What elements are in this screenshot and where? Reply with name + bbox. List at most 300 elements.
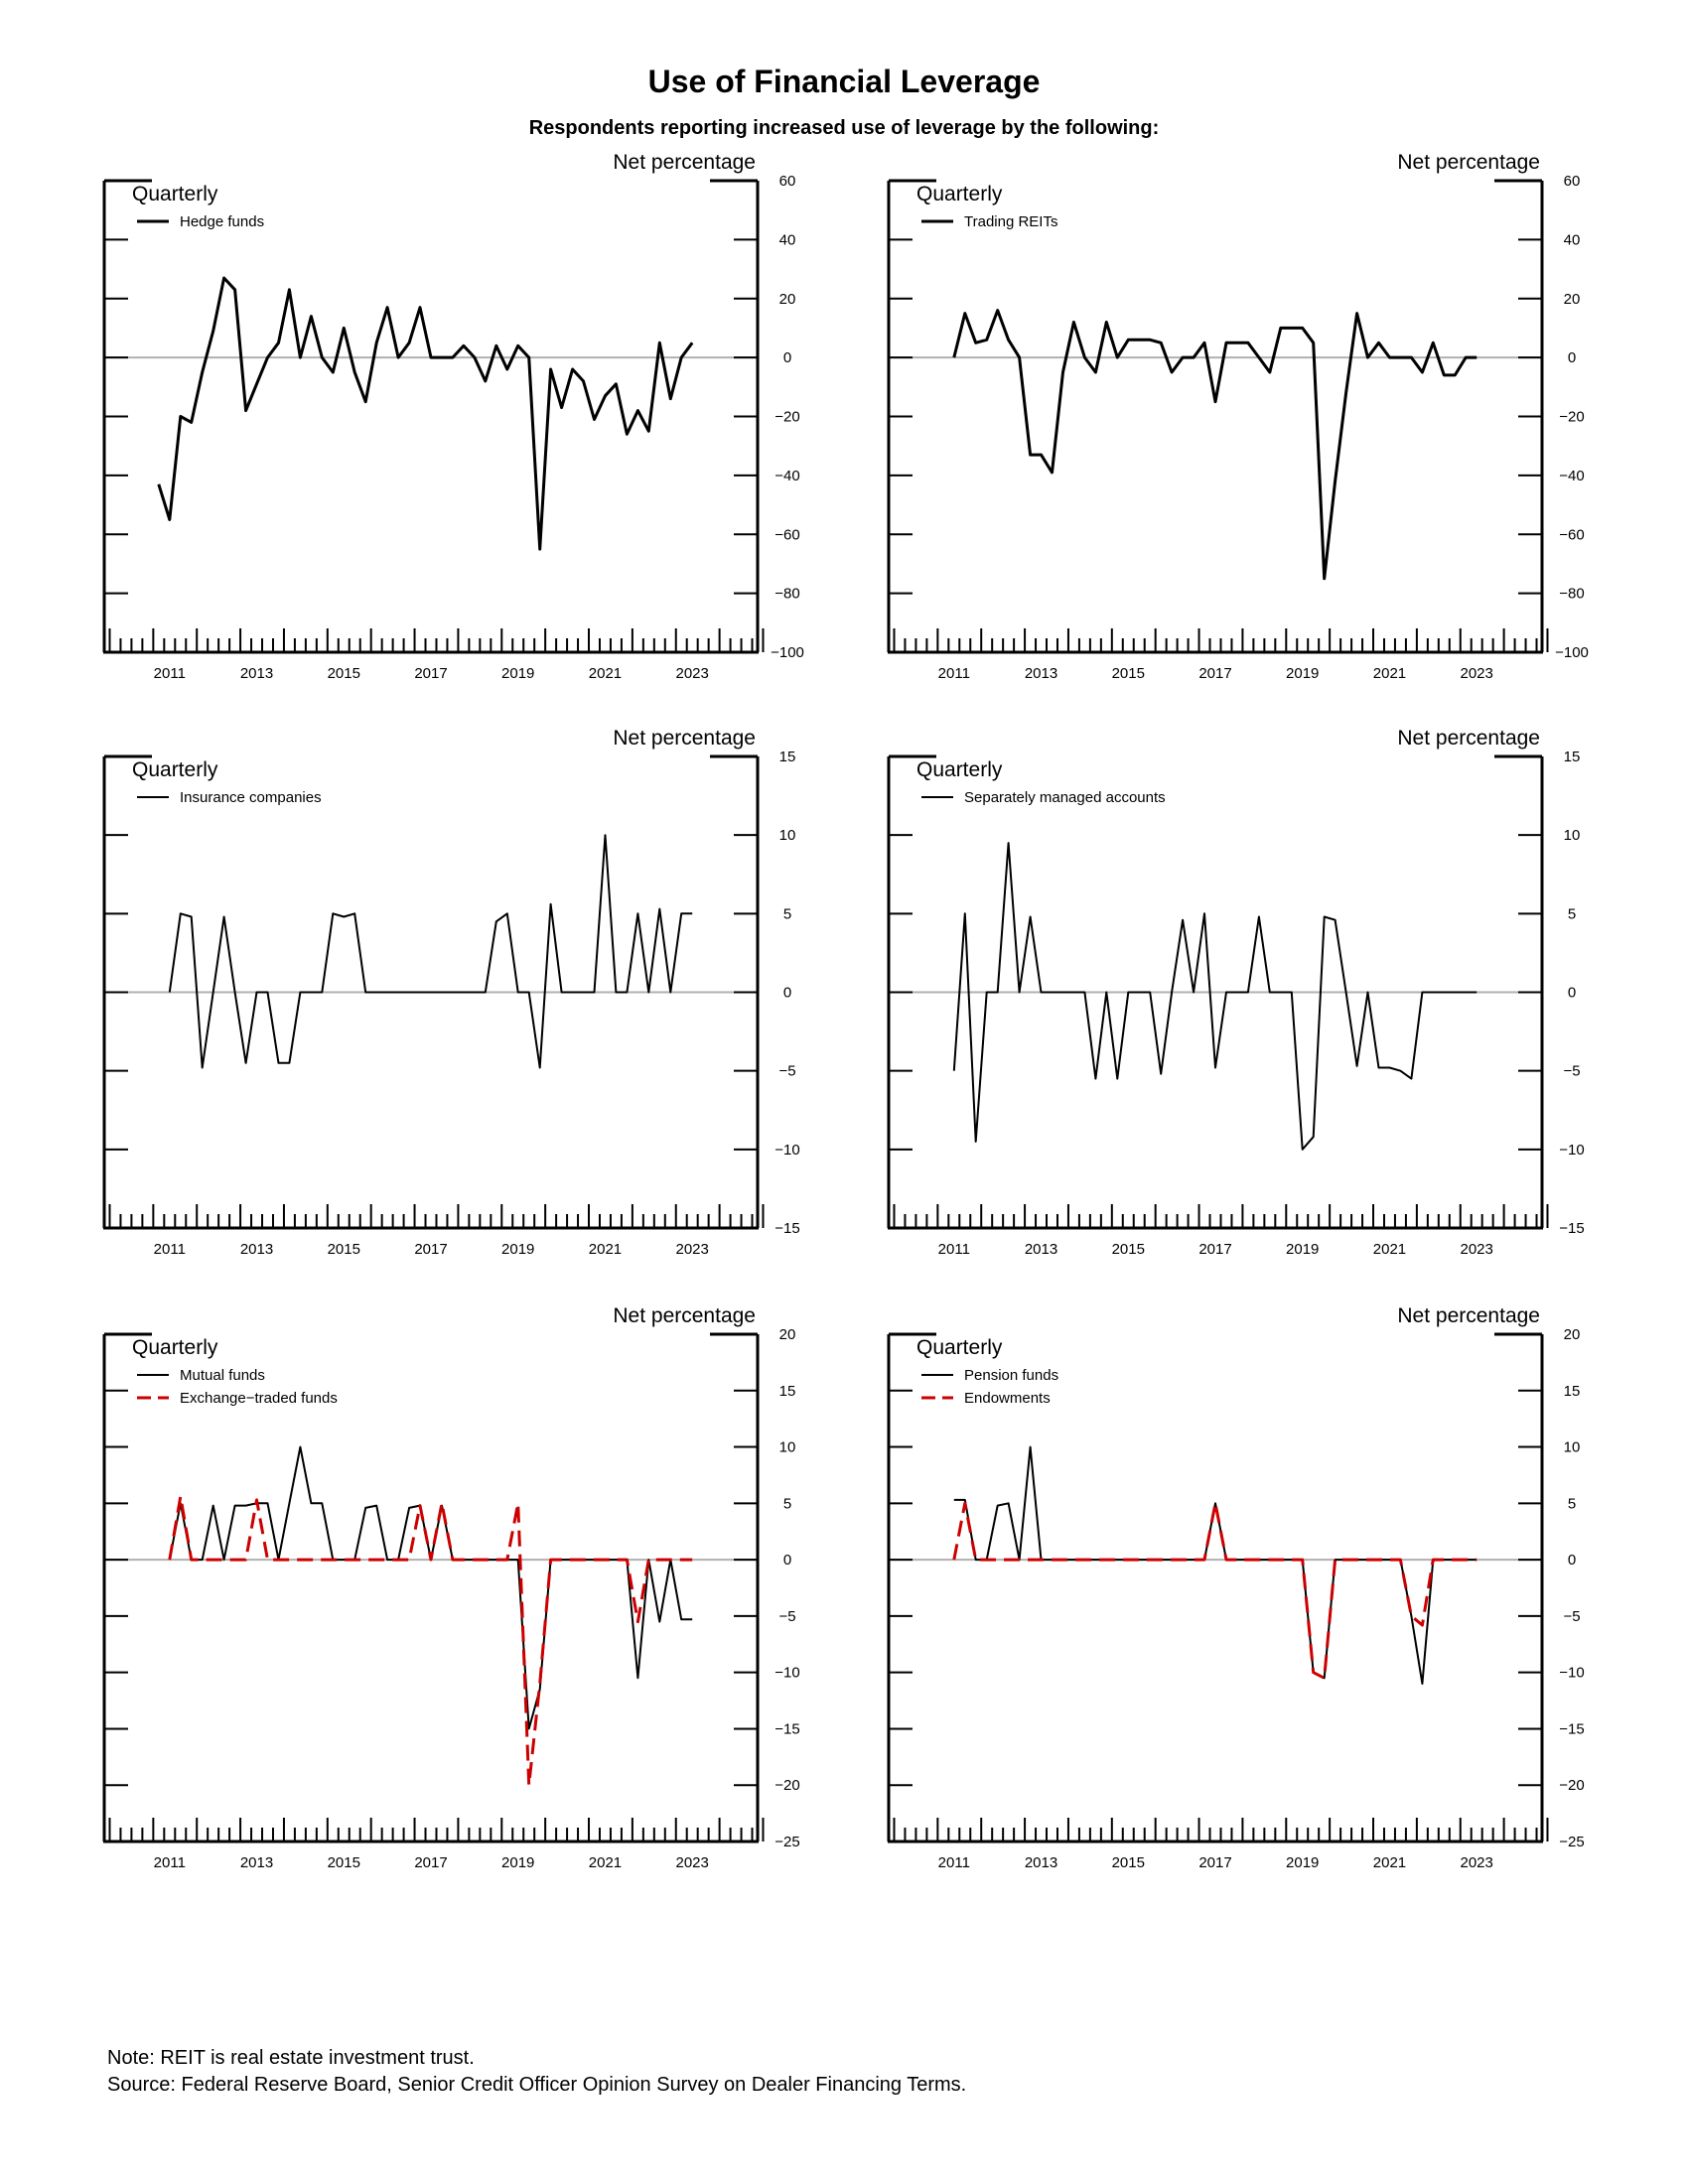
y-tick-label: 5 [782, 905, 792, 923]
data-point [550, 1559, 552, 1561]
y-tick-label: −10 [1559, 1664, 1585, 1682]
data-point [964, 313, 966, 315]
data-point [277, 1062, 279, 1064]
data-point [223, 277, 225, 279]
data-point [223, 1559, 225, 1561]
data-point [234, 1505, 236, 1507]
data-point [1432, 992, 1434, 994]
data-point [430, 356, 432, 358]
data-point [997, 310, 999, 312]
x-tick-label: 2015 [327, 665, 360, 682]
data-point [234, 289, 236, 291]
data-point [419, 992, 421, 994]
x-tick-label: 2015 [327, 1241, 360, 1258]
data-point [299, 1446, 301, 1448]
data-point [1138, 992, 1140, 994]
data-point [1399, 1070, 1401, 1072]
data-point [1030, 454, 1032, 456]
data-point [1105, 322, 1107, 324]
data-point [953, 1070, 955, 1072]
data-point [332, 371, 334, 373]
x-tick-label: 2015 [1111, 1854, 1145, 1871]
data-point [1105, 1559, 1107, 1561]
data-point [288, 289, 290, 291]
y-tick-label: 5 [782, 1495, 792, 1513]
x-tick-label: 2013 [239, 1854, 274, 1871]
data-point [1302, 327, 1304, 329]
y-tick-label: −20 [774, 1777, 800, 1795]
series-line [170, 1497, 692, 1786]
data-point [288, 1502, 290, 1504]
data-point [1269, 992, 1271, 994]
data-point [1030, 1559, 1032, 1561]
data-point [1367, 356, 1369, 358]
data-point [680, 912, 682, 914]
data-point [1247, 992, 1249, 994]
data-point [594, 418, 596, 420]
data-point [267, 356, 269, 358]
series-line [159, 278, 692, 549]
data-point [1367, 1559, 1369, 1561]
data-point [1313, 1136, 1315, 1138]
x-tick-label: 2011 [153, 665, 186, 682]
data-point [386, 307, 388, 309]
data-point [1116, 1078, 1118, 1080]
x-tick-label: 2021 [588, 1241, 623, 1258]
data-point [310, 1502, 312, 1504]
data-point [169, 992, 171, 994]
data-point [267, 1502, 269, 1504]
data-point [691, 912, 693, 914]
data-point [256, 1499, 258, 1501]
data-point [1019, 992, 1021, 994]
data-point [1008, 1559, 1010, 1561]
data-point [1182, 356, 1184, 358]
data-point [419, 1505, 421, 1507]
data-point [1280, 327, 1282, 329]
data-point [408, 1559, 410, 1561]
x-tick-label: 2013 [239, 665, 274, 682]
y-axis-title: Net percentage [1397, 1304, 1540, 1327]
data-point [191, 1559, 193, 1561]
data-point [408, 992, 410, 994]
source-text: Source: Federal Reserve Board, Senior Credit Officer Opinion Survey on Dealer Financing Terms. [107, 2074, 967, 2096]
x-tick-label: 2013 [239, 1241, 274, 1258]
y-tick-label: 0 [782, 1552, 792, 1570]
data-point [604, 834, 606, 836]
data-point [1061, 371, 1063, 373]
data-point [964, 1499, 966, 1501]
data-point [1203, 1559, 1205, 1561]
data-point [169, 1559, 171, 1561]
data-point [463, 992, 465, 994]
data-point [495, 1559, 497, 1561]
y-axis-title: Net percentage [1397, 151, 1540, 174]
data-point [528, 1784, 530, 1786]
data-point [658, 341, 660, 343]
data-point [245, 410, 247, 412]
data-point [299, 356, 301, 358]
y-tick-label: 10 [1563, 1438, 1581, 1456]
data-point [1127, 1559, 1129, 1561]
data-point [256, 383, 258, 385]
chart-panel-4 [888, 727, 1585, 1258]
y-tick-label: −25 [774, 1834, 800, 1850]
data-point [485, 992, 487, 994]
data-point [1443, 1559, 1445, 1561]
data-point [669, 398, 671, 400]
x-tick-label: 2023 [675, 1241, 709, 1258]
y-tick-label: −5 [1563, 1062, 1581, 1080]
y-tick-label: 20 [778, 1326, 796, 1343]
data-point [615, 383, 617, 385]
data-point [245, 1505, 247, 1507]
data-point [1476, 356, 1477, 358]
y-tick-label: 40 [778, 231, 796, 249]
data-point [267, 992, 269, 994]
data-point [256, 992, 258, 994]
data-point [474, 1559, 476, 1561]
data-point [594, 1559, 596, 1561]
x-tick-label: 2019 [501, 1241, 535, 1258]
data-point [506, 368, 508, 370]
x-tick-label: 2019 [501, 1854, 535, 1871]
data-point [299, 992, 301, 994]
data-point [626, 1559, 628, 1561]
data-point [680, 356, 682, 358]
data-point [202, 1067, 204, 1069]
x-tick-label: 2017 [1198, 665, 1232, 682]
y-tick-label: −25 [1559, 1834, 1585, 1850]
legend-label: Insurance companies [180, 789, 322, 806]
x-tick-label: 2013 [1024, 1241, 1058, 1258]
x-tick-label: 2019 [1286, 1241, 1320, 1258]
data-point [583, 1559, 585, 1561]
data-point [975, 341, 977, 343]
frequency-label: Quarterly [916, 758, 1003, 781]
data-point [332, 912, 334, 914]
data-point [986, 1559, 988, 1561]
data-point [1203, 912, 1205, 914]
data-point [626, 992, 628, 994]
data-point [1302, 1559, 1304, 1561]
data-point [615, 992, 617, 994]
data-point [474, 992, 476, 994]
data-point [441, 356, 443, 358]
x-tick-label: 2021 [588, 665, 623, 682]
x-tick-label: 2021 [1372, 665, 1407, 682]
data-point [669, 992, 671, 994]
data-point [202, 1559, 204, 1561]
data-point [953, 1499, 955, 1501]
data-point [1041, 992, 1043, 994]
data-point [1019, 1559, 1021, 1561]
data-point [430, 1559, 432, 1561]
data-point [343, 916, 345, 918]
y-tick-label: 20 [778, 290, 796, 308]
y-tick-label: 5 [1567, 1495, 1577, 1513]
data-point [1182, 1559, 1184, 1561]
data-point [680, 1559, 682, 1561]
data-point [1030, 916, 1032, 918]
data-point [321, 1502, 323, 1504]
x-tick-label: 2011 [937, 1241, 970, 1258]
data-point [517, 1502, 519, 1504]
data-point [1335, 1559, 1336, 1561]
data-point [441, 1502, 443, 1504]
data-point [397, 356, 399, 358]
data-point [964, 1502, 966, 1504]
data-point [452, 992, 454, 994]
data-point [408, 1507, 410, 1509]
y-axis-title: Net percentage [613, 1304, 756, 1327]
data-point [1019, 356, 1021, 358]
data-point [1345, 1559, 1347, 1561]
data-point [463, 1559, 465, 1561]
data-point [1083, 356, 1085, 358]
data-point [658, 908, 660, 910]
data-point [1313, 1672, 1315, 1674]
data-point [1247, 1559, 1249, 1561]
x-tick-label: 2017 [414, 1854, 448, 1871]
data-point [299, 1559, 301, 1561]
data-point [636, 1621, 638, 1623]
data-point [191, 916, 193, 918]
y-tick-label: 10 [778, 1438, 796, 1456]
chart-panel-2 [888, 151, 1589, 682]
data-point [495, 920, 497, 922]
y-tick-label: 15 [1563, 749, 1581, 765]
frequency-label: Quarterly [132, 1336, 218, 1359]
data-point [1083, 992, 1085, 994]
data-point [158, 483, 160, 485]
data-point [636, 1677, 638, 1679]
x-tick-label: 2023 [1460, 1241, 1493, 1258]
data-point [1432, 1559, 1434, 1561]
data-point [397, 1559, 399, 1561]
data-point [647, 1559, 649, 1561]
data-point [986, 339, 988, 341]
data-point [1378, 1559, 1380, 1561]
data-point [1072, 1559, 1074, 1561]
data-point [1041, 1559, 1043, 1561]
data-point [1030, 1446, 1032, 1448]
page-subtitle: Respondents reporting increased use of leverage by the following: [528, 117, 1160, 139]
data-point [1324, 916, 1326, 918]
data-point [997, 992, 999, 994]
data-point [212, 992, 214, 994]
data-point [495, 344, 497, 346]
legend-label: Exchange−traded funds [180, 1390, 338, 1407]
x-tick-label: 2023 [1460, 665, 1493, 682]
y-tick-label: −20 [1559, 408, 1585, 426]
x-tick-label: 2011 [937, 1854, 970, 1871]
y-tick-label: 0 [1567, 349, 1577, 367]
data-point [1324, 1677, 1326, 1679]
data-point [1388, 356, 1390, 358]
data-point [528, 356, 530, 358]
y-tick-label: 5 [1567, 905, 1577, 923]
x-tick-label: 2017 [414, 1241, 448, 1258]
data-point [1269, 371, 1271, 373]
x-tick-label: 2023 [675, 1854, 709, 1871]
data-point [223, 916, 225, 918]
data-point [1083, 1559, 1085, 1561]
y-tick-label: 0 [782, 349, 792, 367]
data-point [964, 912, 966, 914]
y-tick-label: −40 [1559, 467, 1585, 484]
data-point [561, 992, 563, 994]
data-point [1052, 992, 1054, 994]
data-point [604, 1559, 606, 1561]
data-point [1399, 356, 1401, 358]
y-tick-label: 60 [1563, 173, 1581, 190]
data-point [1160, 1073, 1162, 1075]
y-tick-label: 0 [1567, 984, 1577, 1002]
data-point [1280, 992, 1282, 994]
y-tick-label: −5 [778, 1607, 796, 1625]
data-point [1335, 480, 1336, 482]
y-axis-title: Net percentage [613, 727, 756, 750]
series-line [954, 1447, 1477, 1684]
data-point [212, 330, 214, 332]
data-point [452, 1559, 454, 1561]
data-point [1410, 1078, 1412, 1080]
frequency-label: Quarterly [132, 183, 218, 205]
data-point [517, 344, 519, 346]
y-tick-label: 0 [782, 984, 792, 1002]
page-title: Use of Financial Leverage [647, 64, 1041, 99]
data-point [1388, 1067, 1390, 1069]
data-point [626, 433, 628, 435]
data-point [1399, 1559, 1401, 1561]
data-point [1160, 341, 1162, 343]
data-point [1280, 1559, 1282, 1561]
data-point [321, 1559, 323, 1561]
data-point [1421, 1683, 1423, 1685]
data-point [1454, 992, 1456, 994]
data-point [1476, 992, 1477, 994]
data-point [441, 992, 443, 994]
data-point [419, 307, 421, 309]
data-point [180, 416, 182, 418]
data-point [485, 1559, 487, 1561]
data-point [1171, 371, 1173, 373]
x-tick-label: 2021 [1372, 1241, 1407, 1258]
y-axis-title: Net percentage [1397, 727, 1540, 750]
data-point [975, 1141, 977, 1143]
data-point [1324, 578, 1326, 580]
data-point [539, 1689, 541, 1691]
legend-label: Trading REITs [964, 213, 1058, 230]
x-tick-label: 2023 [675, 665, 709, 682]
data-point [1127, 339, 1129, 341]
data-point [1171, 1559, 1173, 1561]
x-tick-label: 2013 [1024, 1854, 1058, 1871]
data-point [1356, 1065, 1358, 1067]
x-tick-label: 2015 [1111, 1241, 1145, 1258]
y-tick-label: −40 [774, 467, 800, 484]
data-point [1138, 1559, 1140, 1561]
data-point [1094, 1078, 1096, 1080]
data-point [1302, 1149, 1304, 1151]
data-point [1214, 401, 1216, 403]
data-point [1149, 339, 1151, 341]
data-point [1465, 992, 1467, 994]
x-tick-label: 2017 [1198, 1854, 1232, 1871]
data-point [691, 341, 693, 343]
data-point [1258, 356, 1260, 358]
y-tick-label: −60 [1559, 526, 1585, 544]
data-point [343, 327, 345, 329]
data-point [1465, 356, 1467, 358]
data-point [1388, 1559, 1390, 1561]
data-point [1291, 327, 1293, 329]
data-point [386, 992, 388, 994]
data-point [539, 548, 541, 550]
data-point [1476, 1559, 1477, 1561]
data-point [1171, 992, 1173, 994]
data-point [1345, 992, 1347, 994]
data-point [1225, 341, 1227, 343]
legend-label: Hedge funds [180, 213, 265, 230]
data-point [212, 1505, 214, 1507]
data-point [517, 992, 519, 994]
data-point [1008, 339, 1010, 341]
data-point [353, 912, 355, 914]
data-point [583, 992, 585, 994]
y-tick-label: 20 [1563, 290, 1581, 308]
data-point [1052, 472, 1054, 474]
y-tick-label: 15 [778, 749, 796, 765]
data-point [1072, 322, 1074, 324]
data-point [1061, 992, 1063, 994]
data-point [1193, 356, 1195, 358]
y-tick-label: −10 [1559, 1141, 1585, 1159]
data-point [1052, 1559, 1054, 1561]
data-point [1008, 1502, 1010, 1504]
data-point [975, 1559, 977, 1561]
data-point [180, 912, 182, 914]
data-point [234, 992, 236, 994]
data-point [583, 380, 585, 382]
y-tick-label: −100 [771, 644, 804, 661]
data-point [202, 371, 204, 373]
data-point [1193, 992, 1195, 994]
x-tick-label: 2011 [937, 665, 970, 682]
data-point [375, 341, 377, 343]
data-point [1454, 374, 1456, 376]
data-point [267, 1559, 269, 1561]
data-point [375, 1559, 377, 1561]
data-point [691, 1618, 693, 1620]
data-point [680, 1618, 682, 1620]
data-point [1236, 341, 1238, 343]
chart-panel-5 [103, 1304, 800, 1871]
data-point [1345, 392, 1347, 394]
data-point [245, 1559, 247, 1561]
legend-label: Endowments [964, 1390, 1051, 1407]
series-line [170, 1447, 692, 1729]
data-point [353, 371, 355, 373]
frequency-label: Quarterly [916, 183, 1003, 205]
data-point [997, 1559, 999, 1561]
data-point [1214, 1067, 1216, 1069]
y-tick-label: −15 [1559, 1720, 1585, 1738]
data-point [1378, 341, 1380, 343]
data-point [1072, 992, 1074, 994]
data-point [277, 341, 279, 343]
